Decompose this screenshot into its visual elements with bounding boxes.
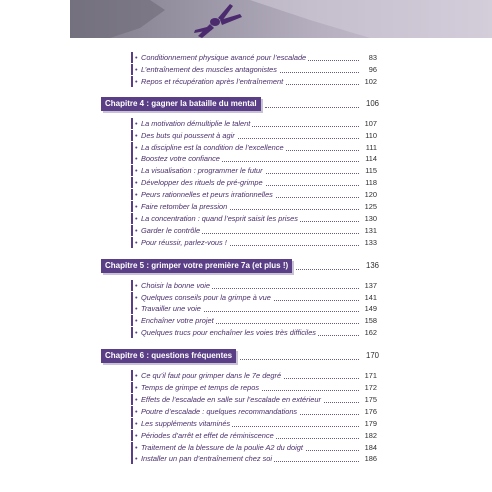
toc-entry-page: 110 <box>365 130 377 140</box>
entry-bar <box>131 118 133 129</box>
entry-bar <box>131 52 133 63</box>
toc-entry-page: 162 <box>364 328 377 338</box>
toc-entry[interactable] <box>101 303 377 314</box>
bullet-icon: • <box>135 383 138 392</box>
toc-entry-label: Installer un pan d’entraînement chez soi <box>141 454 273 464</box>
toc-entry-page: 102 <box>364 76 377 86</box>
toc-entry-page: 182 <box>364 430 377 440</box>
chapter-heading[interactable] <box>101 97 379 111</box>
toc-entry-label: Ce qu’il faut pour grimper dans le 7e degré <box>141 371 282 381</box>
entry-bar <box>131 64 133 75</box>
toc-entry-label: Des buts qui poussent à agir <box>141 130 235 140</box>
entry-bar <box>131 303 133 314</box>
dot-leader <box>296 268 359 270</box>
entry-bar <box>131 394 133 405</box>
entry-bar <box>131 201 133 212</box>
entry-bar <box>131 315 133 326</box>
toc-entry[interactable] <box>101 315 377 326</box>
toc-entry[interactable] <box>101 153 377 164</box>
toc-entry[interactable] <box>101 453 377 464</box>
toc-entry[interactable] <box>101 237 377 248</box>
toc-entry[interactable] <box>101 142 377 153</box>
entry-bar <box>131 213 133 224</box>
bullet-icon: • <box>135 178 138 188</box>
toc-entry[interactable] <box>101 130 377 141</box>
bullet-icon: • <box>135 76 138 86</box>
toc-entry-page: 141 <box>364 292 377 302</box>
toc-entry-label: Poutre d’escalade : quelques recommandations <box>141 406 298 416</box>
entry-bar <box>131 382 133 393</box>
toc-entry[interactable] <box>101 52 377 63</box>
chapter-page: 106 <box>365 98 379 108</box>
toc-entry[interactable] <box>101 442 377 453</box>
bullet-icon: • <box>135 213 138 223</box>
bullet-icon: • <box>135 371 138 381</box>
toc-entry-page: 120 <box>364 190 377 200</box>
bullet-icon: • <box>135 454 138 464</box>
toc-entry[interactable] <box>101 406 377 417</box>
dot-leader <box>265 106 359 108</box>
bullet-icon: • <box>135 142 138 152</box>
bullet-icon: • <box>135 202 138 211</box>
bullet-icon: • <box>135 237 138 247</box>
toc-entry[interactable] <box>101 225 377 236</box>
toc-entry-label: Temps de grimpe et temps de repos <box>141 383 260 392</box>
bullet-icon: • <box>135 225 138 235</box>
toc-entry-label: Peurs rationnelles et peurs irrationnelles <box>141 190 273 200</box>
toc-entry[interactable] <box>101 327 377 338</box>
chapter-heading[interactable] <box>101 349 379 363</box>
bullet-icon: • <box>135 166 138 176</box>
bullet-icon: • <box>135 280 138 290</box>
bullet-icon: • <box>135 430 138 440</box>
toc-entry-page: 175 <box>364 394 377 404</box>
toc-entry-label: Quelques trucs pour enchaîner les voies très difficiles <box>141 328 316 338</box>
entry-bar <box>131 280 133 291</box>
bullet-icon: • <box>135 64 138 74</box>
toc-entry[interactable] <box>101 118 377 129</box>
toc-entry-label: Conditionnement physique avancé pour l’escalade <box>141 53 307 62</box>
chapter-title: Chapitre 6 : questions fréquentes <box>101 349 236 363</box>
toc-entry[interactable] <box>101 165 377 176</box>
toc-entry[interactable] <box>101 370 377 381</box>
bullet-icon: • <box>135 394 138 404</box>
entry-bar <box>131 225 133 236</box>
toc-entry-page: 131 <box>364 225 377 235</box>
bullet-icon: • <box>135 304 138 314</box>
toc-entry[interactable] <box>101 430 377 441</box>
toc-entry[interactable] <box>101 418 377 429</box>
toc-entry-page: 171 <box>364 371 377 381</box>
bullet-icon: • <box>135 190 138 200</box>
entry-bar <box>131 327 133 338</box>
entry-bar <box>131 189 133 200</box>
chapter-page: 170 <box>365 351 379 361</box>
chapter-title: Chapitre 4 : gagner la bataille du mental <box>101 97 261 111</box>
toc-entry-page: 115 <box>365 166 377 176</box>
bullet-icon: • <box>135 53 138 62</box>
toc-entry-label: L’entraînement des muscles antagonistes <box>141 64 277 74</box>
toc-entry-label: Boostez votre confiance <box>141 154 220 164</box>
climber-photo <box>70 0 492 38</box>
toc-entry-label: Faire retomber la pression <box>141 202 228 211</box>
entry-bar <box>131 177 133 188</box>
toc-entry[interactable] <box>101 189 377 200</box>
climber-photo-banner <box>70 0 492 38</box>
bullet-icon: • <box>135 154 138 164</box>
toc-entry[interactable] <box>101 213 377 224</box>
toc-entry[interactable] <box>101 280 377 291</box>
toc-entry-page: 179 <box>364 418 377 428</box>
toc-entry-page: 176 <box>364 406 377 416</box>
toc-entry-label: La concentration : quand l’esprit saisit les prises <box>141 213 298 223</box>
toc-entry-label: La discipline est la condition de l’excellence <box>141 142 284 152</box>
toc-entry[interactable] <box>101 382 377 393</box>
entry-bar <box>131 237 133 248</box>
bullet-icon: • <box>135 292 138 302</box>
toc-entry-page: 107 <box>364 118 377 128</box>
toc-entry-page: 184 <box>364 442 377 452</box>
chapter-heading[interactable] <box>101 259 379 273</box>
toc-entry[interactable] <box>101 64 377 75</box>
entry-bar <box>131 142 133 153</box>
toc-entry-page: 137 <box>364 280 377 290</box>
toc-entry-label: Les suppléments vitaminés <box>141 418 231 428</box>
entry-bar <box>131 418 133 429</box>
bullet-icon: • <box>135 316 138 326</box>
toc-entry-label: La visualisation : programmer le futur <box>141 166 263 176</box>
bullet-icon: • <box>135 406 138 416</box>
bullet-icon: • <box>135 418 138 428</box>
toc-entry-label: Développer des rituels de pré-grimpe <box>141 178 263 188</box>
toc-entry-label: Choisir la bonne voie <box>141 280 211 290</box>
entry-bar <box>131 153 133 164</box>
toc-entry[interactable] <box>101 201 377 212</box>
toc-entry[interactable] <box>101 76 377 87</box>
dot-leader <box>240 358 359 360</box>
toc-entry-label: Repos et récupération après l’entraînement <box>141 76 284 86</box>
bullet-icon: • <box>135 328 138 338</box>
toc-entry-label: Périodes d’arrêt et effet de réminiscence <box>141 430 274 440</box>
toc-entry-label: Travailler une voie <box>141 304 201 314</box>
toc-entry-page: 149 <box>364 304 377 314</box>
toc-entry-page: 114 <box>365 154 377 164</box>
bullet-icon: • <box>135 118 138 128</box>
toc-entry-page: 133 <box>364 237 377 247</box>
entry-bar <box>131 292 133 303</box>
toc-entry-page: 125 <box>364 202 377 211</box>
entry-bar <box>131 165 133 176</box>
bullet-icon: • <box>135 130 138 140</box>
toc-entry-label: Enchaîner votre projet <box>141 316 214 326</box>
toc-entry-label: Traitement de la blessure de la poulie A2 du doigt <box>141 442 303 452</box>
entry-bar <box>131 370 133 381</box>
toc-entry[interactable] <box>101 292 377 303</box>
entry-bar <box>131 430 133 441</box>
toc-entry-page: 172 <box>364 383 377 392</box>
toc-entry-page: 96 <box>368 64 377 74</box>
climber-figure <box>194 4 242 38</box>
chapter-title: Chapitre 5 : grimper votre première 7a (et plus !) <box>101 259 292 273</box>
toc-entry[interactable] <box>101 177 377 188</box>
bullet-icon: • <box>135 442 138 452</box>
chapter-page: 136 <box>365 260 379 270</box>
toc-entry-label: La motivation démultiplie le talent <box>141 118 251 128</box>
toc-entry[interactable] <box>101 394 377 405</box>
toc-entry-page: 111 <box>365 142 377 152</box>
entry-bar <box>131 76 133 87</box>
entry-bar <box>131 406 133 417</box>
toc-entry-page: 158 <box>364 316 377 326</box>
entry-bar <box>131 442 133 453</box>
toc-entry-page: 118 <box>365 178 377 188</box>
toc-entry-page: 186 <box>364 454 377 464</box>
toc-entry-label: Garder le contrôle <box>141 225 201 235</box>
entry-bar <box>131 130 133 141</box>
toc-entry-label: Pour réussir, parlez-vous ! <box>141 237 227 247</box>
toc-entry-label: Quelques conseils pour la grimpe à vue <box>141 292 271 302</box>
entry-bar <box>131 453 133 464</box>
toc-entry-page: 83 <box>368 53 377 62</box>
toc-entry-label: Effets de l’escalade en salle sur l’escalade en extérieur <box>141 394 321 404</box>
toc-entry-page: 130 <box>364 213 377 223</box>
